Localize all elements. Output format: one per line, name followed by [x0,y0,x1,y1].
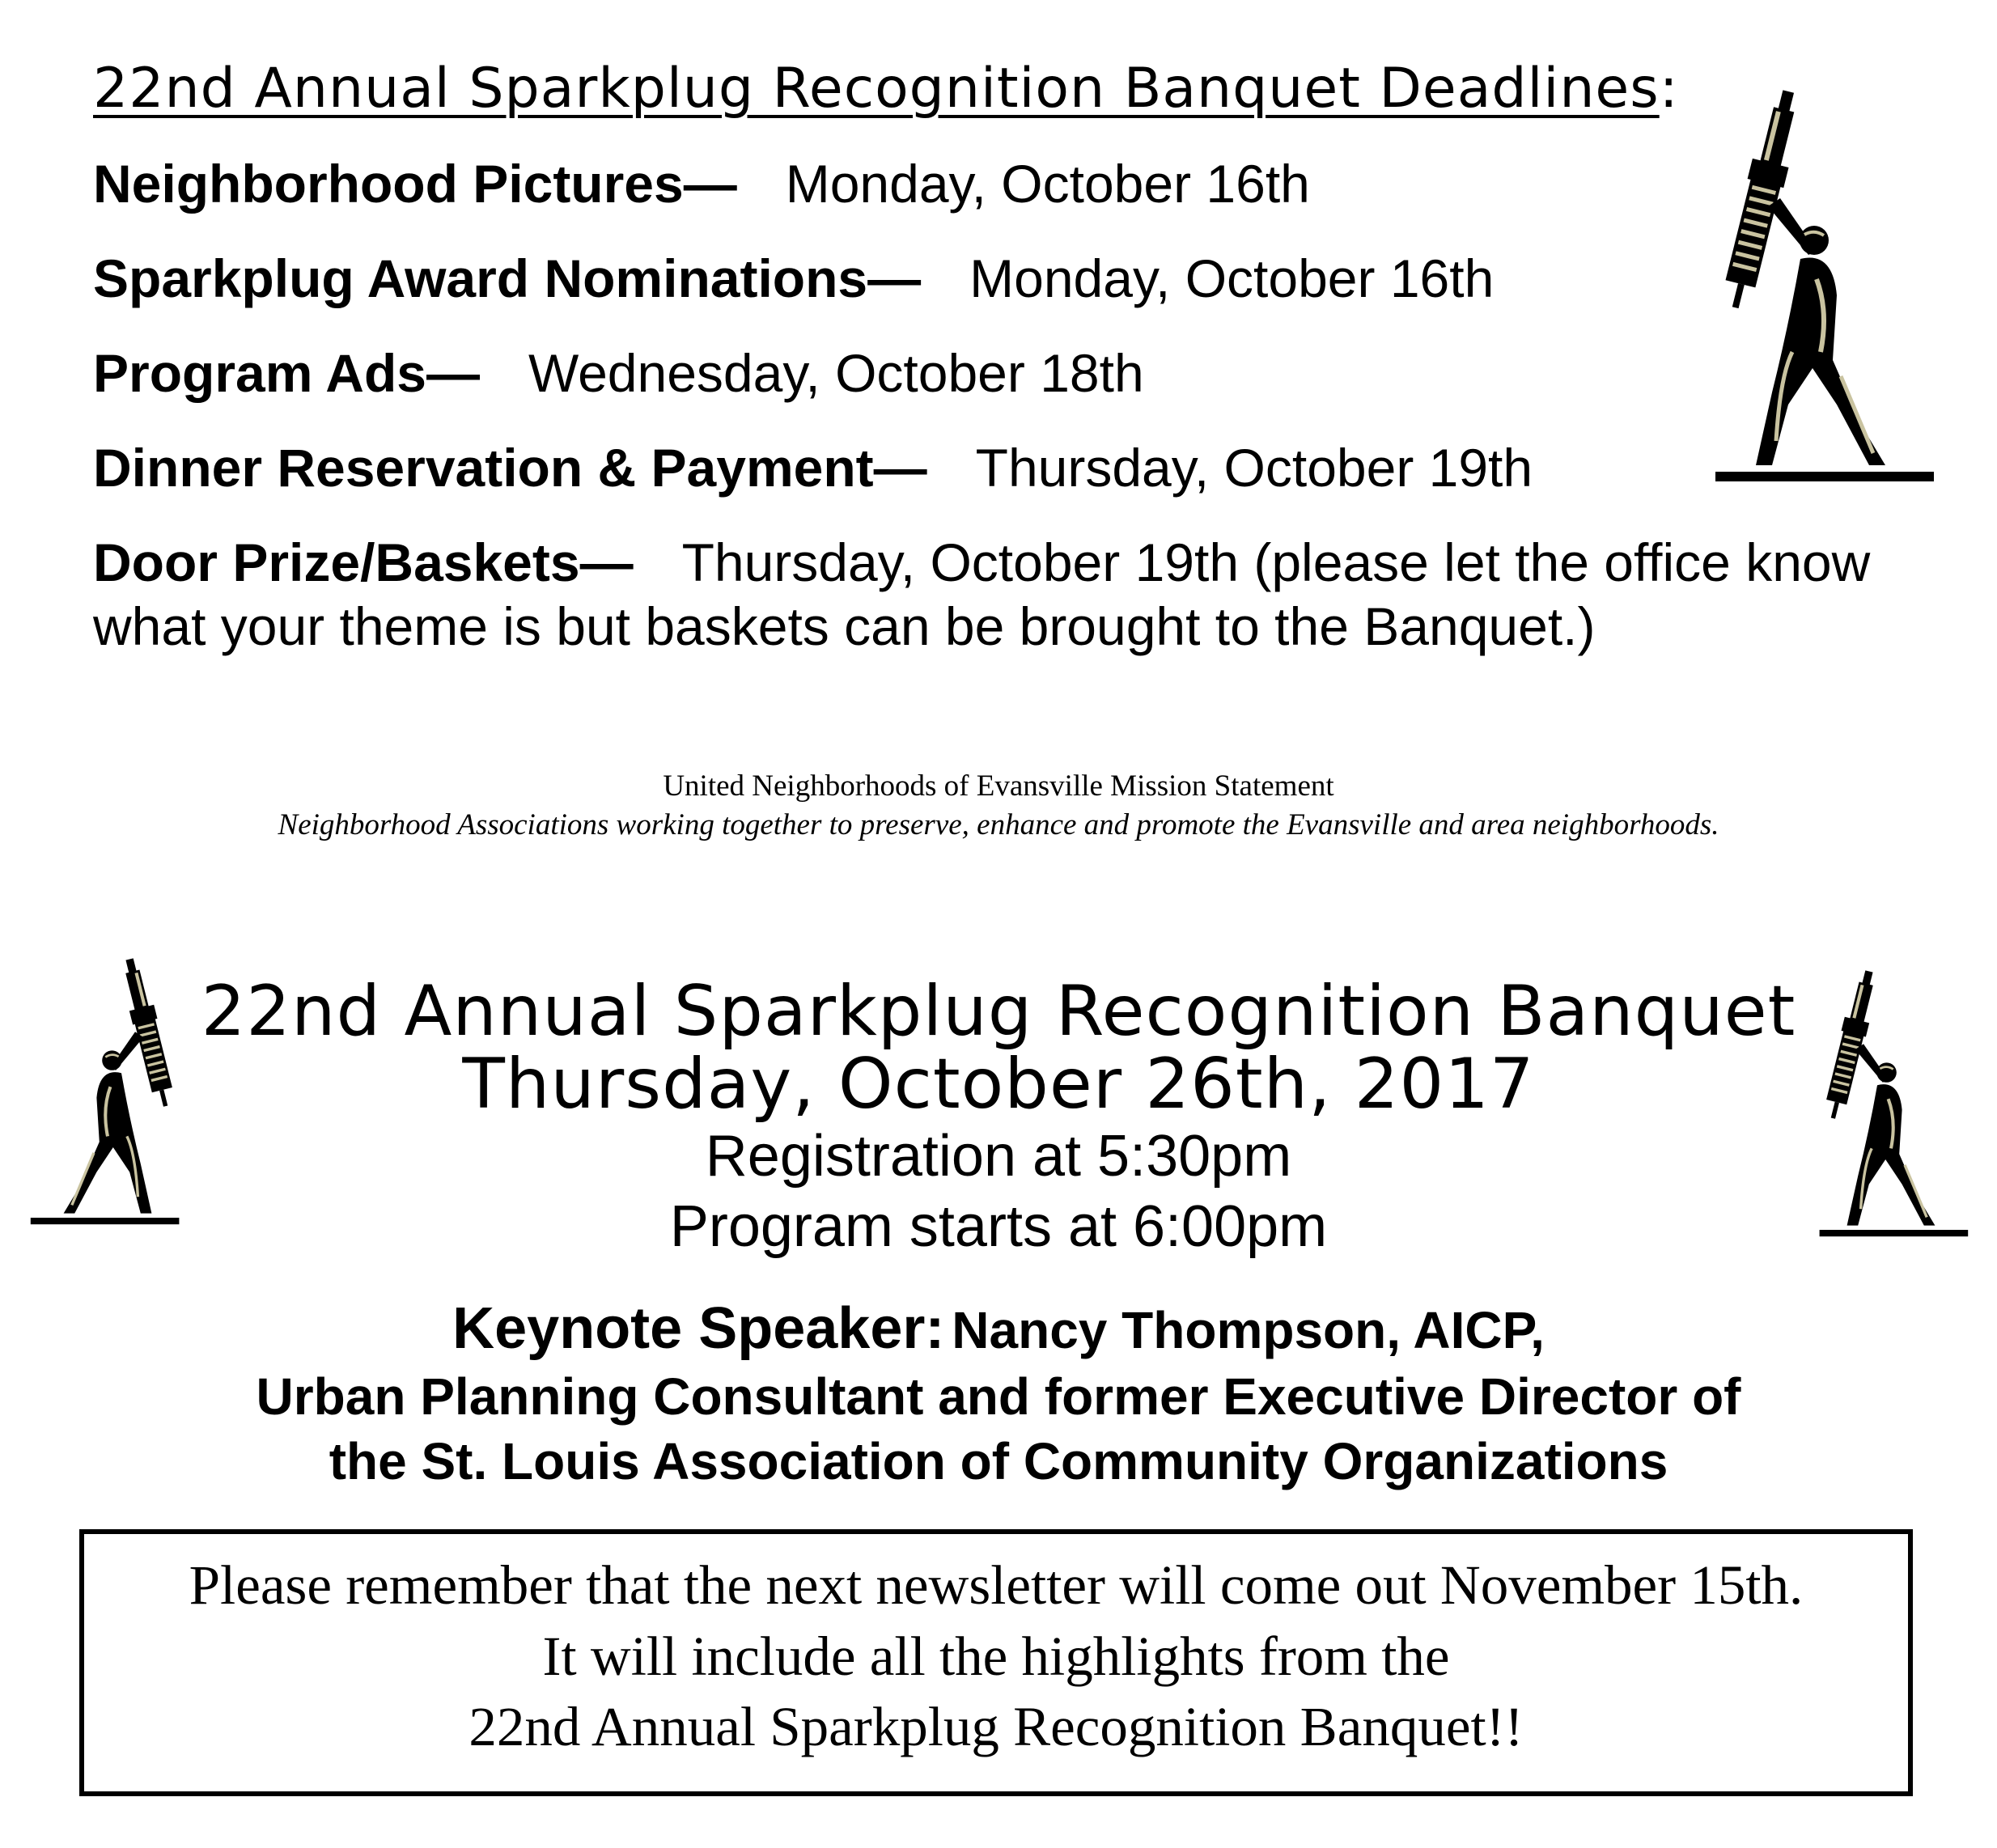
mission-title: United Neighborhoods of Evansville Mission Statement [663,769,1334,803]
deadline-item [93,436,1533,500]
deadline-item [93,341,1144,405]
banquet-announcement [0,971,1997,1494]
keynote-name: Nancy Thompson, AICP, [952,1301,1545,1360]
deadline-date: Monday, October 16th [969,248,1495,308]
sparkplug-figure-icon [1667,85,1934,490]
deadline-label: Door Prize/Baskets— [93,532,634,592]
deadline-label: Dinner Reservation & Payment— [93,438,927,498]
deadline-item [93,152,1310,216]
deadline-label: Neighborhood Pictures— [93,154,737,214]
registration-time: Registration at 5:30pm [705,1123,1292,1189]
keynote-title-line: Urban Planning Consultant and former Executive Director of [256,1367,1741,1426]
notice-line: Please remember that the next newsletter will come out November 15th. [189,1554,1804,1616]
mission-text: Neighborhood Associations working together to preserve, enhance and promote the Evansville and area neighborhoods. [278,808,1719,842]
mission-statement [0,767,1997,845]
keynote [0,1294,1997,1363]
sparkplug-figure-icon [28,955,214,1230]
deadline-date: Monday, October 16th [785,154,1310,214]
deadline-item [93,531,1938,659]
deadline-label: Sparkplug Award Nominations— [93,248,922,308]
deadline-date: Thursday, October 19th (please let the office know what your theme is but baskets can be brought to the Banquet.) [93,532,1871,657]
keynote-org-line: the St. Louis Association of Community Organizations [329,1431,1668,1490]
sparkplug-figure-icon [1784,967,1970,1242]
deadline-label: Program Ads— [93,343,480,403]
deadlines-heading: 22nd Annual Sparkplug Recognition Banquet Deadlines: [93,57,1679,121]
deadline-date: Wednesday, October 18th [528,343,1144,403]
banquet-title: 22nd Annual Sparkplug Recognition Banquet [201,971,1796,1052]
banquet-date: Thursday, October 26th, 2017 [462,1044,1535,1125]
program-time: Program starts at 6:00pm [669,1194,1328,1260]
keynote-label: Keynote Speaker: [452,1296,945,1362]
newsletter-notice-box [79,1529,1913,1796]
notice-line: 22nd Annual Sparkplug Recognition Banquet!! [469,1696,1524,1758]
deadline-date: Thursday, October 19th [975,438,1533,498]
sparkplug-figure-icon [1715,87,1934,481]
deadline-item [93,247,1494,311]
notice-line: It will include all the highlights from the [542,1625,1450,1687]
